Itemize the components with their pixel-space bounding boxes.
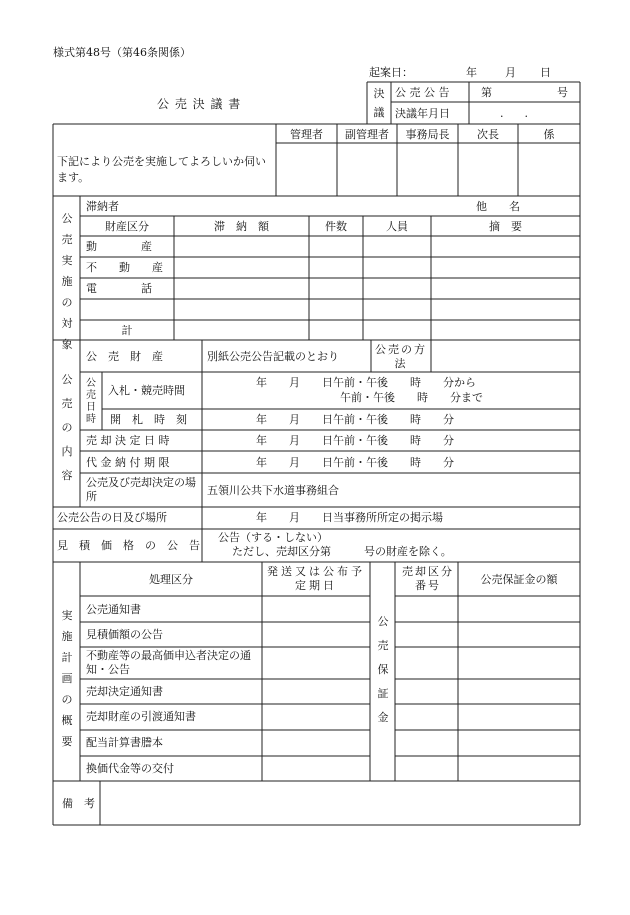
notice-date-place-label: 公売公告の日及び場所 bbox=[57, 511, 167, 524]
sale-place-label: 公売及び売却決定の場所 bbox=[86, 476, 196, 503]
estimate-notice-label: 見 積 価 格 の 公 告 bbox=[57, 539, 200, 552]
bid-time-label: 入札・競売時間 bbox=[108, 384, 185, 397]
row-real-estate: 不 動 産 bbox=[86, 261, 163, 274]
estimate-notice-line1: 公告（する・しない） bbox=[218, 531, 328, 544]
header-sale-class-number: 売却区分番号 bbox=[402, 565, 454, 592]
header-deposit-amount: 公売保証金の額 bbox=[480, 573, 558, 586]
header-persons: 人員 bbox=[386, 220, 408, 233]
plan-row-notice: 公売通知書 bbox=[86, 603, 141, 616]
public-notice-label: 公 売 公 告 bbox=[395, 86, 450, 99]
header-property-class: 財産区分 bbox=[105, 220, 149, 233]
bid-time-line2: 午前・午後 時 分まで bbox=[340, 391, 483, 404]
payment-deadline-label: 代 金 納 付 期 限 bbox=[86, 456, 170, 469]
approver-deputy: 次長 bbox=[477, 128, 499, 141]
estimate-notice-line2: ただし、売却区分第 号の財産を除く。 bbox=[232, 545, 452, 558]
property-label: 公 売 財 産 bbox=[86, 350, 163, 363]
sale-datetime-side-label: 公 売 日 時 bbox=[86, 378, 96, 425]
others-label: 他 名 bbox=[476, 200, 520, 213]
header-count: 件数 bbox=[325, 220, 347, 233]
form-number: 様式第48号（第46条関係） bbox=[53, 46, 191, 59]
payment-deadline-value: 年 月 日午前・午後 時 分 bbox=[256, 456, 454, 469]
content-side-label: 公 売 の 内 容 bbox=[61, 373, 73, 482]
notice-date-place-value: 年 月 日当事務所所定の掲示場 bbox=[256, 511, 443, 524]
sale-place-value: 五領川公共下水道事務組合 bbox=[207, 484, 339, 497]
public-notice-suffix: 号 bbox=[557, 86, 568, 99]
open-time-label: 開 札 時 刻 bbox=[110, 413, 187, 426]
deposit-side-label: 公 売 保 証 金 bbox=[377, 615, 389, 724]
sale-decision-label: 売 却 決 定 日 時 bbox=[86, 434, 170, 447]
decision-side-label: 決 議 bbox=[373, 87, 385, 119]
plan-side-label: 実 施 計 画 の 概 要 bbox=[61, 609, 73, 748]
plan-row-distribution: 配当計算書謄本 bbox=[86, 736, 163, 749]
plan-row-delivery: 売却財産の引渡通知書 bbox=[86, 710, 196, 723]
sale-decision-value: 年 月 日午前・午後 時 分 bbox=[256, 434, 454, 447]
draft-date-month: 月 bbox=[505, 66, 516, 79]
decision-date-value: . . bbox=[500, 107, 528, 120]
open-time-value: 年 月 日午前・午後 時 分 bbox=[256, 413, 454, 426]
remarks-label: 備 考 bbox=[62, 797, 95, 810]
draft-date-day: 日 bbox=[540, 66, 551, 79]
bid-time-line1: 年 月 日午前・午後 時 分から bbox=[256, 376, 476, 389]
header-remarks: 摘 要 bbox=[489, 220, 522, 233]
draft-date-label: 起案日： bbox=[369, 66, 413, 79]
request-text: 下記により公売を実施してよろしいか伺います。 bbox=[57, 155, 266, 184]
row-total: 計 bbox=[121, 324, 133, 337]
draft-date-year: 年 bbox=[466, 66, 477, 79]
decision-date-label: 決議年月日 bbox=[395, 107, 450, 120]
header-delinquent-amount: 滞 納 額 bbox=[214, 220, 269, 233]
row-telephone: 電 話 bbox=[86, 282, 152, 295]
delinquent-label: 滞納者 bbox=[86, 200, 119, 213]
approver-director: 事務局長 bbox=[405, 128, 450, 141]
plan-row-sale-decision: 売却決定通知書 bbox=[86, 685, 163, 698]
plan-row-highest-bidder: 不動産等の最高価申込者決定の通知・公告 bbox=[86, 649, 251, 676]
property-value: 別紙公売公告記載のとおり bbox=[207, 350, 339, 363]
plan-row-estimate: 見積価額の公告 bbox=[86, 628, 163, 641]
header-processing-class: 処理区分 bbox=[149, 573, 193, 586]
public-notice-prefix: 第 bbox=[481, 86, 492, 99]
page-title: 公 売 決 議 書 bbox=[157, 97, 242, 111]
approver-vice-manager: 副管理者 bbox=[345, 128, 389, 141]
target-side-label: 公 売 実 施 の 対 象 bbox=[61, 212, 73, 351]
approver-manager: 管理者 bbox=[290, 128, 323, 141]
approver-staff: 係 bbox=[543, 128, 555, 141]
row-movables: 動 産 bbox=[86, 240, 152, 253]
plan-row-proceeds: 換価代金等の交付 bbox=[86, 762, 174, 775]
sale-method-label: 公売の方法 bbox=[375, 343, 427, 370]
header-scheduled-date: 発送又は公布予定期日 bbox=[267, 565, 365, 592]
